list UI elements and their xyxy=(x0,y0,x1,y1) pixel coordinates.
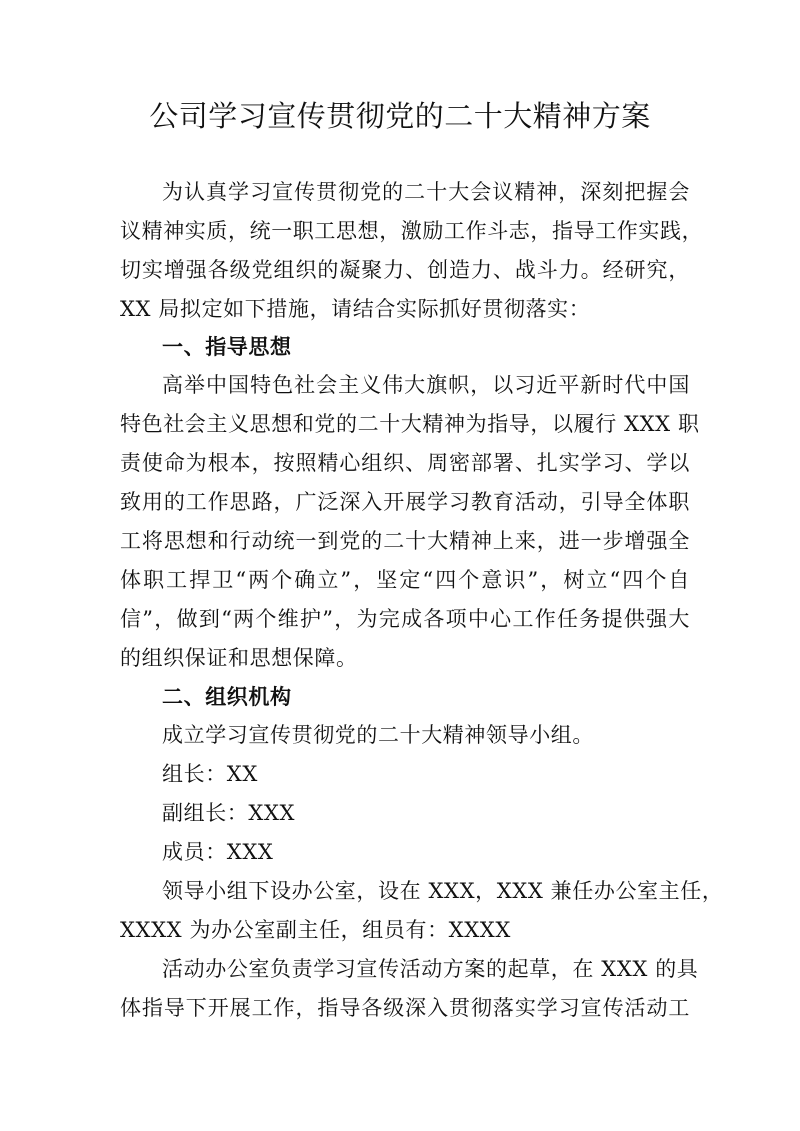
paragraph-line: 体指导下开展工作，指导各级深入贯彻落实学习宣传活动工 xyxy=(120,996,690,1020)
members-line: 成员：XXX xyxy=(162,840,274,864)
paragraph-line: 致用的工作思路，广泛深入开展学习教育活动，引导全体职 xyxy=(120,490,690,514)
paragraph-line: 高举中国特色社会主义伟大旗帜，以习近平新时代中国 xyxy=(162,373,690,397)
paragraph-line: 体职工捍卫“两个确立”，坚定“四个意识”，树立“四个自 xyxy=(120,568,690,592)
intro-line: 议精神实质，统一职工思想，激励工作斗志，指导工作实践， xyxy=(120,219,704,243)
paragraph-line: 工将思想和行动统一到党的二十大精神上来，进一步增强全 xyxy=(120,529,690,553)
paragraph-line: 特色社会主义思想和党的二十大精神为指导，以履行 XXX 职 xyxy=(120,412,700,436)
intro-line: 切实增强各级党组织的凝聚力、创造力、战斗力。经研究， xyxy=(120,258,690,282)
leader-line: 组长：XX xyxy=(162,762,258,786)
intro-line: 为认真学习宣传贯彻党的二十大会议精神，深刻把握会 xyxy=(162,180,690,204)
paragraph-line: 信”，做到“两个维护”，为完成各项中心工作任务提供强大 xyxy=(120,607,690,631)
paragraph-line: 成立学习宣传贯彻党的二十大精神领导小组。 xyxy=(162,723,594,747)
paragraph-line: 活动办公室负责学习宣传活动方案的起草，在 XXX 的具 xyxy=(162,957,699,981)
paragraph-line: XXXX 为办公室副主任，组员有：XXXX xyxy=(120,918,511,942)
intro-line: XX 局拟定如下措施，请结合实际抓好贯彻落实： xyxy=(120,297,591,321)
paragraph-line: 领导小组下设办公室，设在 XXX，XXX 兼任办公室主任， xyxy=(162,879,724,903)
deputy-leader-line: 副组长：XXX xyxy=(162,801,296,825)
section-heading: 一、指导思想 xyxy=(162,335,292,359)
section-heading: 二、组织机构 xyxy=(162,685,292,709)
paragraph-line: 责使命为根本，按照精心组织、周密部署、扎实学习、学以 xyxy=(120,451,690,475)
paragraph-line: 的组织保证和思想保障。 xyxy=(120,646,358,670)
document-title: 公司学习宣传贯彻党的二十大精神方案 xyxy=(149,99,651,133)
